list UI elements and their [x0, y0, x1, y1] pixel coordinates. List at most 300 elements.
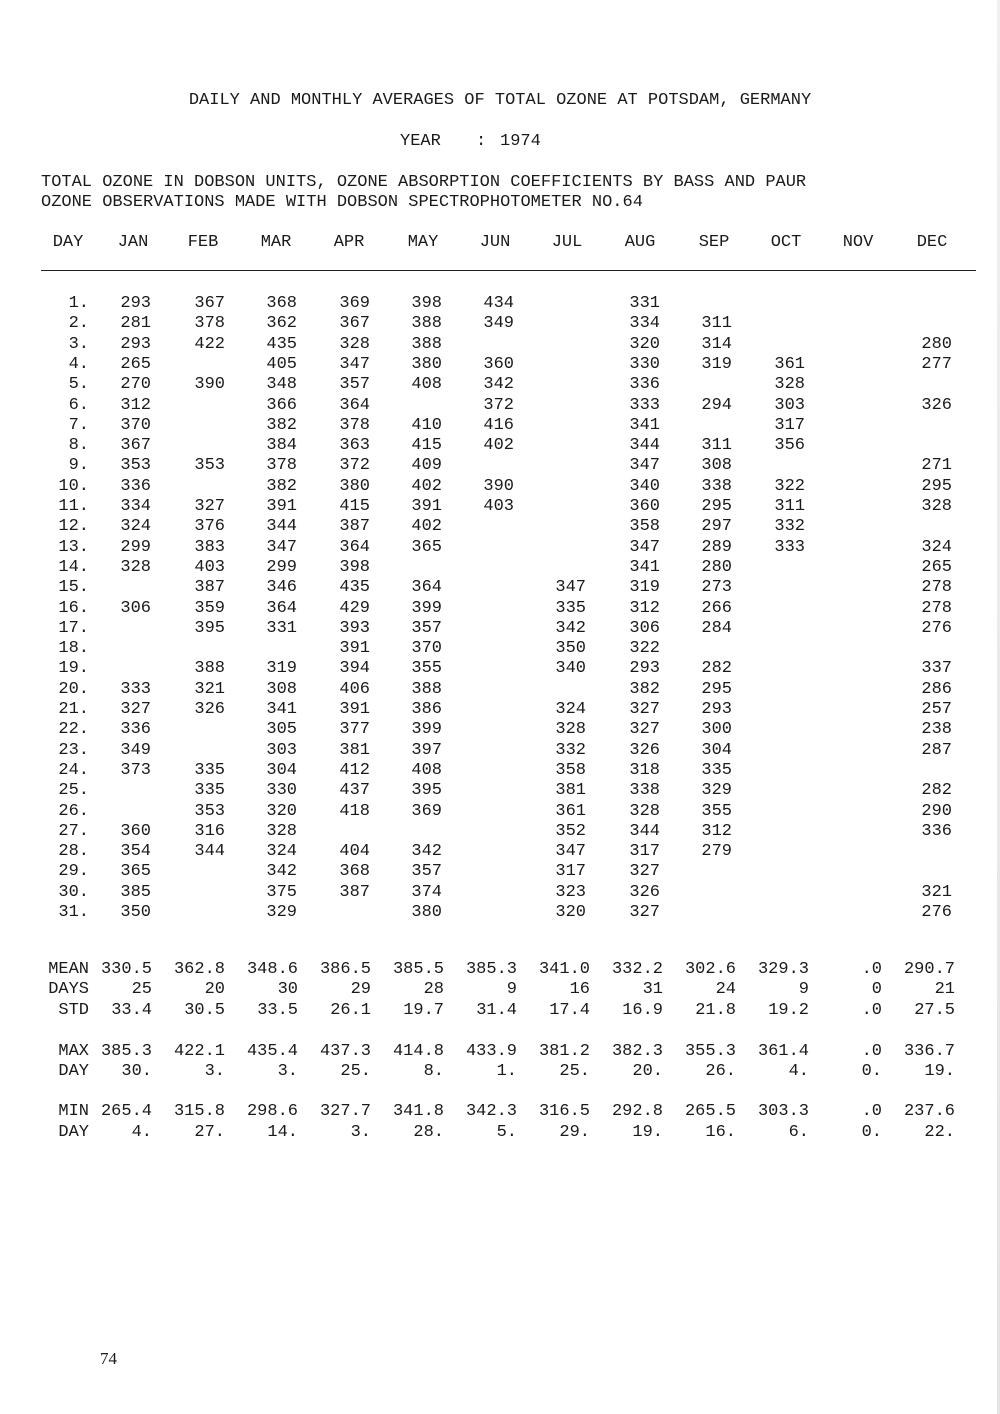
- ozone-value-jan: 299: [120, 537, 151, 557]
- day-number: 17.: [58, 618, 89, 638]
- ozone-value-sep: 295: [701, 497, 732, 516]
- page-number: 74: [100, 1349, 117, 1368]
- ozone-value-sep: 279: [701, 842, 732, 862]
- ozone-value-sep: 295: [701, 679, 732, 699]
- ozone-value-dec: 290: [921, 801, 952, 821]
- ozone-value-may: 398: [411, 294, 442, 313]
- stat-value-max: 382.3: [611, 1042, 663, 1061]
- ozone-value-jul: 324: [555, 700, 586, 719]
- stat-label-max-day: DAY: [58, 1062, 89, 1081]
- stat-value-max: 437.3: [319, 1042, 371, 1061]
- ozone-value-aug: 293: [629, 659, 660, 679]
- ozone-value-sep: 329: [701, 781, 732, 801]
- ozone-value-aug: 344: [629, 821, 660, 841]
- ozone-value-sep: 319: [701, 354, 732, 374]
- ozone-value-jun: 349: [483, 314, 514, 334]
- ozone-value-dec: 324: [921, 537, 952, 557]
- ozone-value-mar: 362: [266, 314, 297, 334]
- stat-value-min: 342.3: [465, 1102, 517, 1121]
- ozone-value-dec: 276: [921, 618, 952, 638]
- stat-label-max: MAX: [58, 1042, 89, 1061]
- ozone-value-dec: 257: [921, 700, 952, 719]
- ozone-value-jan: 350: [120, 903, 151, 922]
- ozone-value-jul: 347: [555, 578, 586, 598]
- ozone-value-sep: 308: [701, 456, 732, 476]
- ozone-value-aug: 360: [629, 497, 660, 516]
- ozone-value-aug: 319: [629, 578, 660, 598]
- ozone-value-mar: 364: [266, 598, 297, 618]
- ozone-value-aug: 328: [629, 801, 660, 821]
- ozone-value-mar: 382: [266, 476, 297, 496]
- ozone-value-may: 415: [411, 436, 442, 456]
- ozone-value-feb: 335: [194, 760, 225, 780]
- day-number: 30.: [58, 882, 89, 902]
- ozone-value-dec: 328: [921, 497, 952, 516]
- ozone-value-jan: 265: [120, 354, 151, 374]
- ozone-value-oct: 333: [774, 537, 805, 557]
- ozone-value-sep: 335: [701, 760, 732, 780]
- ozone-value-apr: 387: [339, 882, 370, 902]
- ozone-value-dec: 336: [921, 821, 952, 841]
- day-number: 21.: [58, 700, 89, 719]
- ozone-value-may: 369: [411, 801, 442, 821]
- ozone-value-mar: 320: [266, 801, 297, 821]
- ozone-value-jun: 390: [483, 476, 514, 496]
- stat-value-std: 19.2: [768, 1001, 809, 1020]
- day-number: 7.: [68, 415, 89, 435]
- stat-value-max-day: 3.: [277, 1062, 298, 1081]
- ozone-value-jun: 342: [483, 375, 514, 395]
- ozone-value-apr: 418: [339, 801, 370, 821]
- stat-label-days: DAYS: [48, 980, 89, 999]
- ozone-value-mar: 347: [266, 537, 297, 557]
- stat-value-max: 381.2: [538, 1042, 590, 1061]
- ozone-value-jul: 358: [555, 760, 586, 780]
- ozone-value-oct: 317: [774, 415, 805, 435]
- ozone-value-sep: 338: [701, 476, 732, 496]
- ozone-value-dec: 278: [921, 598, 952, 618]
- ozone-value-jan: 336: [120, 476, 151, 496]
- day-number: 25.: [58, 781, 89, 801]
- ozone-value-jan: 334: [120, 497, 151, 516]
- ozone-value-may: 388: [411, 314, 442, 334]
- ozone-value-oct: 303: [774, 395, 805, 415]
- ozone-value-jul: 317: [555, 862, 586, 882]
- stat-value-mean: 385.5: [392, 960, 444, 979]
- ozone-value-mar: 342: [266, 862, 297, 882]
- day-number: 24.: [58, 760, 89, 780]
- ozone-value-aug: 318: [629, 760, 660, 780]
- ozone-value-jul: 342: [555, 618, 586, 638]
- ozone-value-apr: 435: [339, 578, 370, 598]
- day-number: 9.: [68, 456, 89, 476]
- stat-value-mean: 362.8: [173, 960, 225, 979]
- ozone-value-jan: 367: [120, 436, 151, 456]
- ozone-value-may: 402: [411, 476, 442, 496]
- ozone-value-mar: 308: [266, 679, 297, 699]
- stat-value-std: .0: [861, 1001, 882, 1020]
- stat-value-max: 385.3: [100, 1042, 152, 1061]
- column-header-dec: DEC: [916, 233, 948, 252]
- stat-value-days: 0: [871, 980, 882, 999]
- ozone-value-mar: 405: [266, 354, 297, 374]
- stat-label-std: STD: [58, 1001, 89, 1020]
- ozone-value-jun: 403: [483, 497, 514, 516]
- stat-value-min: 303.3: [757, 1102, 809, 1121]
- ozone-value-aug: 334: [629, 314, 660, 334]
- stat-value-max: 361.4: [757, 1042, 809, 1061]
- ozone-value-jul: 347: [555, 842, 586, 862]
- day-number: 10.: [58, 476, 89, 496]
- ozone-value-aug: 336: [629, 375, 660, 395]
- stat-value-max: 336.7: [903, 1042, 955, 1061]
- stat-value-max: .0: [861, 1042, 882, 1061]
- ozone-value-aug: 347: [629, 537, 660, 557]
- column-header-apr: APR: [333, 233, 365, 252]
- day-number: 20.: [58, 679, 89, 699]
- ozone-value-jan: 349: [120, 740, 151, 760]
- ozone-value-apr: 357: [339, 375, 370, 395]
- ozone-value-jul: 381: [555, 781, 586, 801]
- ozone-value-aug: 326: [629, 882, 660, 902]
- stat-value-std: 21.8: [695, 1001, 736, 1020]
- ozone-value-dec: 276: [921, 903, 952, 922]
- ozone-value-sep: 311: [701, 436, 732, 456]
- ozone-value-jan: 354: [120, 842, 151, 862]
- ozone-value-apr: 363: [339, 436, 370, 456]
- ozone-value-sep: 297: [701, 517, 732, 537]
- day-number: 29.: [58, 862, 89, 882]
- stat-value-min-day: 27.: [194, 1123, 225, 1142]
- ozone-value-dec: 326: [921, 395, 952, 415]
- stat-value-max-day: 30.: [121, 1062, 152, 1081]
- ozone-value-mar: 299: [266, 557, 297, 577]
- ozone-value-sep: 266: [701, 598, 732, 618]
- column-header-nov: NOV: [842, 233, 874, 252]
- ozone-value-mar: 304: [266, 760, 297, 780]
- ozone-value-feb: 326: [194, 700, 225, 719]
- ozone-value-feb: 422: [194, 334, 225, 354]
- stat-value-std: 17.4: [549, 1001, 590, 1020]
- ozone-value-feb: 376: [194, 517, 225, 537]
- ozone-value-aug: 338: [629, 781, 660, 801]
- day-number: 6.: [68, 395, 89, 415]
- ozone-value-jun: 416: [483, 415, 514, 435]
- ozone-value-feb: 388: [194, 659, 225, 679]
- day-number: 16.: [58, 598, 89, 618]
- ozone-value-may: 408: [411, 375, 442, 395]
- stat-value-max-day: 4.: [788, 1062, 809, 1081]
- ozone-value-jan: 312: [120, 395, 151, 415]
- ozone-value-dec: 277: [921, 354, 952, 374]
- ozone-value-aug: 341: [629, 557, 660, 577]
- ozone-value-sep: 273: [701, 578, 732, 598]
- ozone-value-feb: 403: [194, 557, 225, 577]
- ozone-value-may: 380: [411, 903, 442, 922]
- stat-label-mean: MEAN: [48, 960, 89, 979]
- ozone-value-mar: 319: [266, 659, 297, 679]
- ozone-value-may: 370: [411, 639, 442, 659]
- stat-value-max-day: 8.: [423, 1062, 444, 1081]
- ozone-value-may: 388: [411, 679, 442, 699]
- stat-value-days: 31: [642, 980, 663, 999]
- ozone-value-sep: 282: [701, 659, 732, 679]
- stat-value-days: 29: [350, 980, 371, 999]
- ozone-value-jun: 402: [483, 436, 514, 456]
- ozone-value-sep: 300: [701, 720, 732, 740]
- day-number: 18.: [58, 639, 89, 659]
- ozone-value-mar: 305: [266, 720, 297, 740]
- stat-value-std: 26.1: [330, 1001, 371, 1020]
- column-header-jun: JUN: [479, 233, 511, 252]
- stat-value-min: 265.4: [100, 1102, 152, 1121]
- stat-value-std: 19.7: [403, 1001, 444, 1020]
- ozone-value-jan: 353: [120, 456, 151, 476]
- ozone-value-jan: 365: [120, 862, 151, 882]
- stat-label-min-day: DAY: [58, 1123, 89, 1142]
- day-number: 27.: [58, 821, 89, 841]
- ozone-value-aug: 317: [629, 842, 660, 862]
- stat-value-min-day: 4.: [131, 1123, 152, 1142]
- stat-value-mean: 341.0: [538, 960, 590, 979]
- description-line-2: OZONE OBSERVATIONS MADE WITH DOBSON SPECTROPHOTOMETER NO.64: [41, 193, 643, 212]
- stat-value-days: 9: [798, 980, 809, 999]
- ozone-value-aug: 326: [629, 740, 660, 760]
- stat-value-max: 414.8: [392, 1042, 444, 1061]
- ozone-value-apr: 372: [339, 456, 370, 476]
- stat-value-std: 31.4: [476, 1001, 517, 1020]
- column-header-sep: SEP: [698, 233, 730, 252]
- ozone-value-apr: 429: [339, 598, 370, 618]
- ozone-value-aug: 330: [629, 354, 660, 374]
- day-number: 28.: [58, 842, 89, 862]
- ozone-value-jan: 293: [120, 294, 151, 313]
- ozone-value-aug: 327: [629, 700, 660, 719]
- stat-value-min-day: 3.: [350, 1123, 371, 1142]
- ozone-value-apr: 377: [339, 720, 370, 740]
- ozone-value-feb: 316: [194, 821, 225, 841]
- ozone-value-may: 395: [411, 781, 442, 801]
- ozone-value-feb: 353: [194, 456, 225, 476]
- ozone-value-feb: 383: [194, 537, 225, 557]
- stat-value-min-day: 5.: [496, 1123, 517, 1142]
- ozone-value-dec: 287: [921, 740, 952, 760]
- ozone-value-jul: 323: [555, 882, 586, 902]
- ozone-value-dec: 321: [921, 882, 952, 902]
- stat-value-std: 27.5: [914, 1001, 955, 1020]
- ozone-value-may: 399: [411, 598, 442, 618]
- ozone-value-sep: 280: [701, 557, 732, 577]
- stat-value-mean: 329.3: [757, 960, 809, 979]
- stat-value-mean: .0: [861, 960, 882, 979]
- ozone-value-feb: 327: [194, 497, 225, 516]
- day-number: 26.: [58, 801, 89, 821]
- ozone-value-jan: 281: [120, 314, 151, 334]
- ozone-value-apr: 347: [339, 354, 370, 374]
- ozone-value-apr: 404: [339, 842, 370, 862]
- ozone-value-apr: 364: [339, 537, 370, 557]
- ozone-value-sep: 311: [701, 314, 732, 334]
- ozone-value-mar: 375: [266, 882, 297, 902]
- ozone-value-jan: 293: [120, 334, 151, 354]
- ozone-value-feb: 359: [194, 598, 225, 618]
- column-header-day: DAY: [52, 233, 84, 252]
- ozone-value-jul: 328: [555, 720, 586, 740]
- stat-value-std: 16.9: [622, 1001, 663, 1020]
- column-header-may: MAY: [407, 233, 439, 252]
- ozone-value-jun: 434: [483, 294, 514, 313]
- ozone-value-apr: 328: [339, 334, 370, 354]
- stat-value-std: 33.4: [111, 1001, 152, 1020]
- ozone-value-mar: 366: [266, 395, 297, 415]
- ozone-value-sep: 293: [701, 700, 732, 719]
- stat-value-max-day: 26.: [705, 1062, 736, 1081]
- ozone-value-dec: 282: [921, 781, 952, 801]
- column-header-feb: FEB: [187, 233, 219, 252]
- column-header-aug: AUG: [624, 233, 656, 252]
- ozone-value-feb: 367: [194, 294, 225, 313]
- ozone-value-aug: 333: [629, 395, 660, 415]
- ozone-value-apr: 406: [339, 679, 370, 699]
- stat-value-max: 422.1: [173, 1042, 225, 1061]
- stat-value-days: 9: [506, 980, 517, 999]
- stat-value-min: 327.7: [319, 1102, 371, 1121]
- ozone-value-apr: 437: [339, 781, 370, 801]
- ozone-value-apr: 378: [339, 415, 370, 435]
- stat-value-min: .0: [861, 1102, 882, 1121]
- day-number: 1.: [68, 294, 89, 313]
- stat-label-min: MIN: [58, 1102, 89, 1121]
- stat-value-std: 33.5: [257, 1001, 298, 1020]
- stat-value-mean: 290.7: [903, 960, 955, 979]
- ozone-value-mar: 341: [266, 700, 297, 719]
- ozone-value-dec: 295: [921, 476, 952, 496]
- ozone-value-apr: 380: [339, 476, 370, 496]
- ozone-value-mar: 346: [266, 578, 297, 598]
- ozone-value-mar: 331: [266, 618, 297, 638]
- stat-value-min: 265.5: [684, 1102, 736, 1121]
- stat-value-max-day: 20.: [632, 1062, 663, 1081]
- stat-value-min: 237.6: [903, 1102, 955, 1121]
- ozone-value-apr: 398: [339, 557, 370, 577]
- ozone-value-aug: 344: [629, 436, 660, 456]
- stat-value-min-day: 16.: [705, 1123, 736, 1142]
- ozone-value-apr: 394: [339, 659, 370, 679]
- ozone-value-dec: 265: [921, 557, 952, 577]
- ozone-value-jul: 332: [555, 740, 586, 760]
- ozone-value-jan: 370: [120, 415, 151, 435]
- ozone-value-jul: 335: [555, 598, 586, 618]
- column-header-jan: JAN: [117, 233, 149, 252]
- ozone-value-may: 357: [411, 618, 442, 638]
- ozone-value-apr: 415: [339, 497, 370, 516]
- ozone-value-sep: 355: [701, 801, 732, 821]
- stat-value-min: 292.8: [611, 1102, 663, 1121]
- ozone-value-feb: 344: [194, 842, 225, 862]
- ozone-value-aug: 331: [629, 294, 660, 313]
- stat-value-max-day: 1.: [496, 1062, 517, 1081]
- ozone-value-may: 397: [411, 740, 442, 760]
- stat-value-mean: 330.5: [100, 960, 152, 979]
- ozone-value-feb: 390: [194, 375, 225, 395]
- stat-value-max: 433.9: [465, 1042, 517, 1061]
- stat-value-min: 315.8: [173, 1102, 225, 1121]
- stat-value-min-day: 14.: [267, 1123, 298, 1142]
- ozone-value-oct: 328: [774, 375, 805, 395]
- ozone-value-aug: 358: [629, 517, 660, 537]
- ozone-value-jul: 350: [555, 639, 586, 659]
- stat-value-max-day: 25.: [340, 1062, 371, 1081]
- ozone-value-oct: 356: [774, 436, 805, 456]
- ozone-value-apr: 393: [339, 618, 370, 638]
- ozone-value-apr: 364: [339, 395, 370, 415]
- ozone-value-jul: 340: [555, 659, 586, 679]
- ozone-value-jan: 333: [120, 679, 151, 699]
- ozone-value-may: 386: [411, 700, 442, 719]
- ozone-value-mar: 368: [266, 294, 297, 313]
- ozone-value-jun: 360: [483, 354, 514, 374]
- ozone-value-may: 357: [411, 862, 442, 882]
- ozone-value-mar: 303: [266, 740, 297, 760]
- ozone-value-feb: 387: [194, 578, 225, 598]
- ozone-value-apr: 391: [339, 700, 370, 719]
- ozone-value-feb: 395: [194, 618, 225, 638]
- stat-value-mean: 348.6: [246, 960, 298, 979]
- ozone-value-mar: 324: [266, 842, 297, 862]
- ozone-value-jan: 324: [120, 517, 151, 537]
- stat-value-min-day: 0.: [861, 1123, 882, 1142]
- ozone-value-oct: 361: [774, 354, 805, 374]
- year-value: 1974: [500, 132, 541, 151]
- ozone-value-sep: 304: [701, 740, 732, 760]
- ozone-value-jun: 372: [483, 395, 514, 415]
- ozone-value-mar: 330: [266, 781, 297, 801]
- ozone-value-jan: 327: [120, 700, 151, 719]
- ozone-value-sep: 284: [701, 618, 732, 638]
- stat-value-std: 30.5: [184, 1001, 225, 1020]
- ozone-value-aug: 341: [629, 415, 660, 435]
- ozone-value-may: 399: [411, 720, 442, 740]
- ozone-value-may: 388: [411, 334, 442, 354]
- ozone-value-dec: 337: [921, 659, 952, 679]
- ozone-value-aug: 322: [629, 639, 660, 659]
- day-number: 14.: [58, 557, 89, 577]
- ozone-value-aug: 327: [629, 903, 660, 922]
- day-number: 4.: [68, 354, 89, 374]
- year-colon: :: [476, 132, 487, 151]
- column-header-jul: JUL: [551, 233, 583, 252]
- stat-value-min: 316.5: [538, 1102, 590, 1121]
- ozone-value-may: 365: [411, 537, 442, 557]
- stat-value-mean: 302.6: [684, 960, 736, 979]
- stat-value-mean: 386.5: [319, 960, 371, 979]
- ozone-value-may: 408: [411, 760, 442, 780]
- ozone-value-feb: 321: [194, 679, 225, 699]
- day-number: 5.: [68, 375, 89, 395]
- ozone-value-aug: 306: [629, 618, 660, 638]
- day-number: 11.: [58, 497, 89, 516]
- stat-value-max-day: 19.: [924, 1062, 955, 1081]
- stat-value-min-day: 28.: [413, 1123, 444, 1142]
- ozone-value-sep: 289: [701, 537, 732, 557]
- stat-value-days: 24: [715, 980, 736, 999]
- ozone-value-apr: 412: [339, 760, 370, 780]
- day-number: 22.: [58, 720, 89, 740]
- year-label: YEAR: [400, 132, 441, 151]
- stat-value-min-day: 29.: [559, 1123, 590, 1142]
- stat-value-max-day: 0.: [861, 1062, 882, 1081]
- day-number: 31.: [58, 903, 89, 922]
